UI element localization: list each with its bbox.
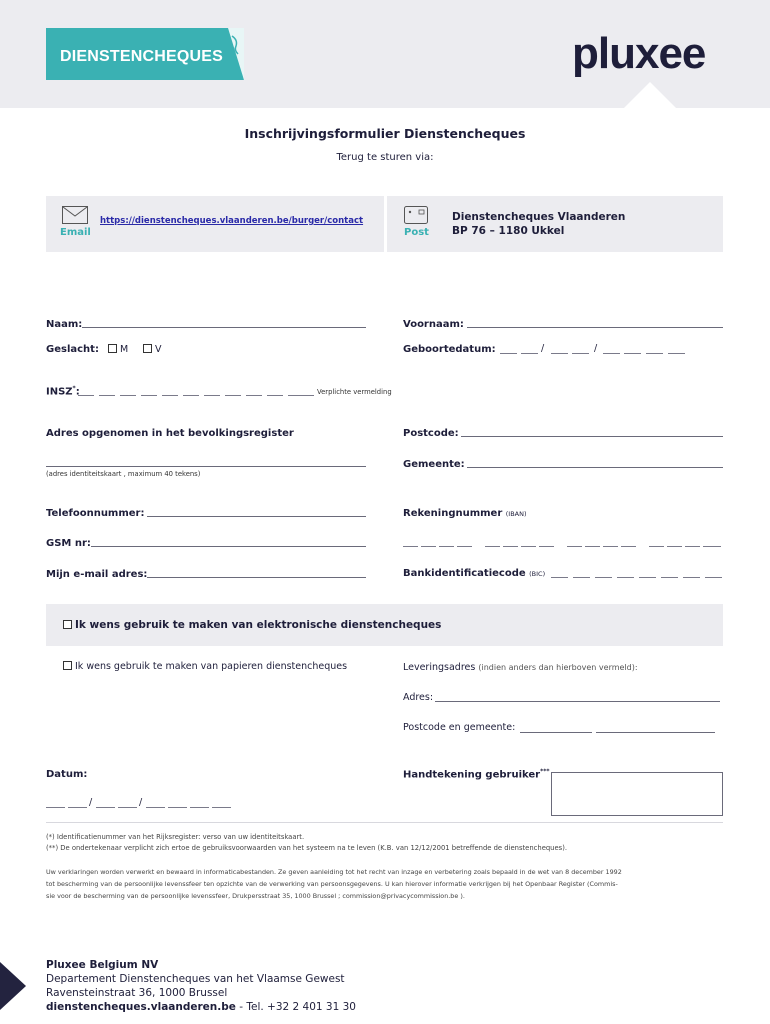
gemeente-field[interactable] [467, 467, 723, 468]
delivery-postcode-label: Postcode en gemeente: [403, 722, 516, 733]
paper-checkbox[interactable] [63, 661, 72, 670]
gsm-label: GSM nr: [46, 538, 91, 549]
adres-hint: (adres identiteitskaart , maximum 40 tekens) [46, 470, 201, 478]
paper-option-label: Ik wens gebruik te maken van papieren dienstencheques [75, 661, 348, 672]
datum-label: Datum: [46, 769, 88, 780]
insz-note: Verplichte vermelding [317, 388, 392, 396]
post-name: Dienstencheques Vlaanderen [452, 211, 626, 223]
email-label: Email [60, 227, 91, 238]
postcard-icon [404, 206, 428, 224]
voornaam-label: Voornaam: [403, 319, 464, 330]
bic-label: Bankidentificatiecode (BIC) [403, 568, 546, 579]
voornaam-field[interactable] [467, 327, 723, 328]
privacy-line-2: tot bescherming van de persoonlijke levenssfeer ten opzichte van de verwerking van persoonsgegevens. U kan hierover informatie verkrijgen bij het Openbaar Register (Commis- [46, 880, 618, 888]
delivery-label: Leveringsadres (indien anders dan hierboven vermeld): [403, 662, 638, 673]
company-name: Pluxee Belgium NV [46, 959, 159, 971]
gender-v-option[interactable] [143, 344, 162, 355]
signature-box[interactable] [551, 772, 723, 816]
adres-label: Adres opgenomen in het bevolkingsregister [46, 428, 294, 439]
rekening-label: Rekeningnummer (IBAN) [403, 508, 527, 519]
divider [46, 822, 723, 823]
postcode-label: Postcode: [403, 428, 459, 439]
company-address: Ravensteinstraat 36, 1000 Brussel [46, 987, 228, 999]
geboortedatum-label: Geboortedatum: [403, 344, 496, 355]
gender-m-option[interactable] [108, 344, 128, 355]
naam-label: Naam: [46, 319, 83, 330]
company-block [46, 958, 356, 1014]
geslacht-label: Geslacht: [46, 344, 99, 355]
delivery-postcode-field[interactable] [520, 732, 592, 733]
post-address: BP 76 – 1180 Ukkel [452, 225, 565, 237]
form-title: Inschrijvingsformulier Dienstencheques [244, 126, 526, 141]
post-label: Post [404, 227, 429, 238]
gender-v-label: V [155, 344, 162, 355]
company-website[interactable]: dienstencheques.vlaanderen.be [46, 1001, 236, 1013]
company-phone: - Tel. +32 2 401 31 30 [235, 1001, 356, 1013]
electronic-checkbox[interactable] [63, 620, 72, 629]
gemeente-label: Gemeente: [403, 459, 465, 470]
telefoon-label: Telefoonnummer: [46, 508, 145, 519]
email-address-label: Mijn e-mail adres: [46, 569, 148, 580]
email-contact-link[interactable]: https://dienstencheques.vlaanderen.be/burger/contact [100, 216, 364, 226]
delivery-gemeente-field[interactable] [596, 732, 715, 733]
post-contact-box [387, 196, 723, 252]
footnote-2: (**) De ondertekenaar verplicht zich ertoe de gebruiksvoorwaarden van het systeem na te leven (K.B. van 12/12/2001 betreffende de dienstencheques). [46, 844, 568, 852]
handtekening-label: Handtekening gebruiker*** [403, 768, 550, 781]
paper-option[interactable] [63, 661, 347, 672]
form-subtitle: Terug te sturen via: [336, 152, 434, 163]
privacy-line-3: sie voor de bescherming van de persoonlijke levenssfeer, Drukpersstraat 35, 1000 Brussel ; commission@privacycommission.be ). [46, 892, 465, 900]
envelope-icon [62, 206, 88, 224]
footnote-1: (*) Identificatienummer van het Rijksregister: verso van uw identiteitskaart. [46, 833, 305, 841]
company-department: Departement Dienstencheques van het Vlaamse Gewest [46, 973, 345, 985]
gender-v-checkbox[interactable] [143, 344, 152, 353]
badge-text: DIENSTENCHEQUES [60, 48, 224, 65]
company-contact [46, 1000, 356, 1014]
electronic-option-label: Ik wens gebruik te maken van elektronische dienstencheques [75, 619, 442, 631]
naam-field[interactable] [82, 327, 366, 328]
privacy-line-1: Uw verklaringen worden verwerkt en bewaard in informaticabestanden. Ze geven aanleiding tot het recht van inzage en verbetering zoals bepaald in de wet van 8 december 1992 [46, 868, 622, 876]
gender-m-checkbox[interactable] [108, 344, 117, 353]
gender-m-label: M [120, 344, 129, 355]
email-address-field[interactable] [147, 577, 366, 578]
gsm-field[interactable] [91, 546, 366, 547]
footer-triangle [0, 962, 26, 1010]
header-notch [623, 82, 677, 109]
postcode-field[interactable] [461, 436, 723, 437]
brand-logo: pluxee [572, 29, 706, 78]
delivery-address-field[interactable] [435, 701, 720, 702]
electronic-option[interactable] [63, 619, 441, 631]
adres-field[interactable] [46, 466, 366, 467]
insz-label: INSZ*: [46, 385, 80, 398]
telefoon-field[interactable] [147, 516, 366, 517]
delivery-address-label: Adres: [403, 692, 434, 703]
